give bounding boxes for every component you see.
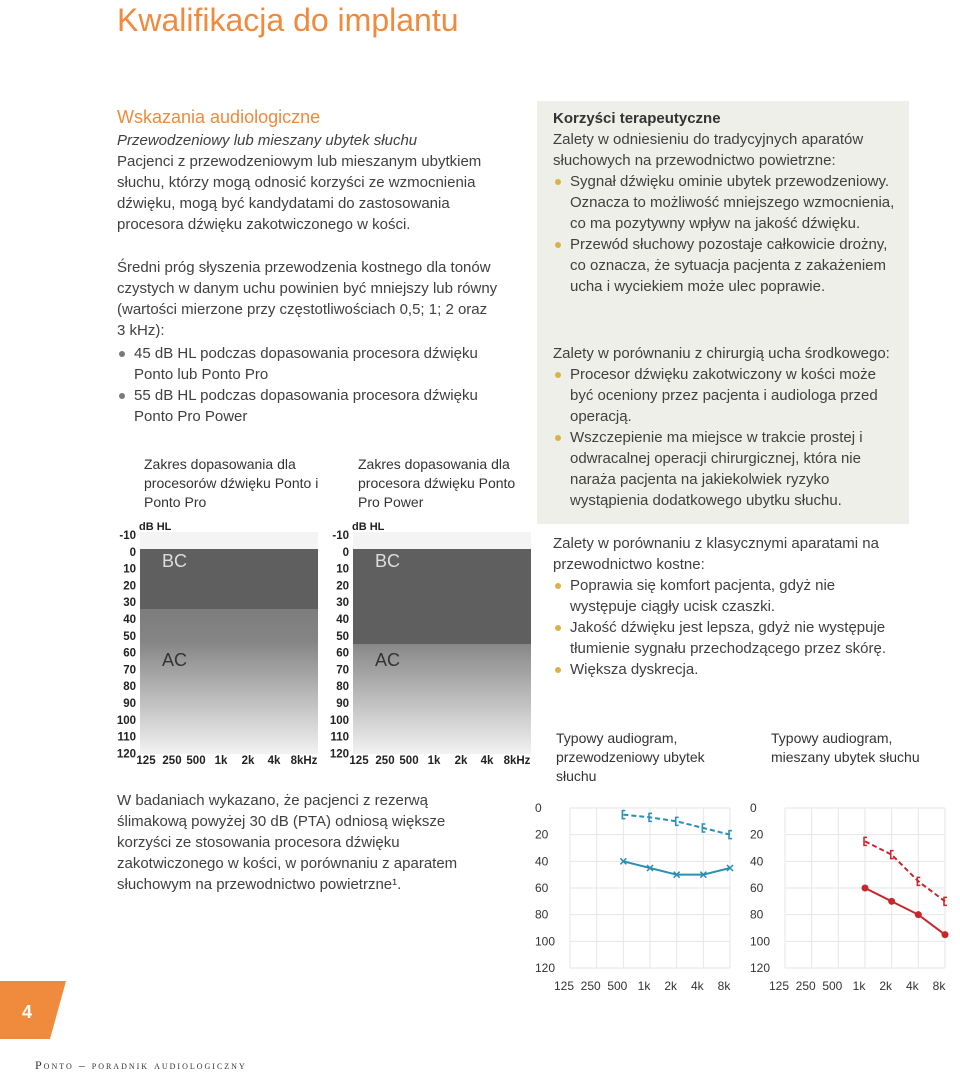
benefits-list-2 bbox=[553, 364, 898, 511]
fitting-range-chart-power bbox=[325, 515, 535, 770]
x-tick-label: 125 bbox=[768, 979, 790, 993]
unit-label: dB HL bbox=[139, 521, 172, 533]
x-axis-ticks bbox=[136, 755, 317, 767]
y-tick-label: 30 bbox=[123, 597, 136, 610]
unit-label: dB HL bbox=[352, 521, 385, 533]
y-tick-label: 80 bbox=[123, 681, 136, 694]
y-tick-label: 60 bbox=[535, 881, 549, 895]
footer-text: Ponto – poradnik audiologiczny bbox=[35, 1058, 247, 1072]
x-tick-label: 250 bbox=[795, 979, 816, 993]
x-axis-ticks bbox=[349, 755, 530, 767]
x-tick-label: 1k bbox=[637, 979, 651, 993]
y-tick-label: 80 bbox=[750, 907, 764, 922]
y-tick-label: 110 bbox=[330, 731, 349, 744]
x-tick-label: 4k bbox=[690, 979, 704, 993]
bc-label: BC bbox=[375, 551, 401, 571]
series-line bbox=[865, 888, 945, 935]
y-tick-label: 110 bbox=[117, 731, 136, 744]
x-tick-label: 1k bbox=[214, 755, 228, 767]
fitting-caption-power: Zakres dopasowania dla procesora dźwięku Ponto Pro Power bbox=[358, 456, 516, 510]
y-tick-label: -10 bbox=[332, 530, 349, 542]
fitting-range-chart-ponto bbox=[112, 515, 322, 770]
y-tick-label: 90 bbox=[123, 698, 136, 710]
x-tick-label: 4k bbox=[267, 755, 281, 767]
x-tick-label: 250 bbox=[580, 979, 601, 993]
bc-label: BC bbox=[162, 551, 188, 571]
y-tick-label: 100 bbox=[535, 934, 556, 949]
data-point bbox=[676, 817, 679, 825]
benefits-intro-2: Zalety w porównaniu z chirurgią ucha środkowego: bbox=[553, 345, 890, 362]
x-tick-label: 4k bbox=[905, 979, 919, 993]
x-tick-label: 2k bbox=[241, 755, 255, 767]
intro-paragraph: Pacjenci z przewodzeniowym lub mieszanym ubytkiem słuchu, którzy mogą odnosić korzyści ze wzmocnienia dźwięku, mogą być kandydatami do zastosowania procesora dźwięku zakotwiczonego w kości. bbox=[117, 153, 482, 233]
ac-label: AC bbox=[375, 650, 401, 670]
page-number: 4 bbox=[22, 1002, 33, 1022]
audiogram-mixed bbox=[745, 790, 955, 1000]
grid bbox=[570, 808, 730, 968]
list-item: Procesor dźwięku zakotwiczony w kości może być oceniony przez pacjenta i audiologa przed operacją. bbox=[553, 364, 898, 427]
y-tick-label: 0 bbox=[750, 801, 757, 815]
x-tick-label: 250 bbox=[162, 755, 182, 767]
x-tick-label: 500 bbox=[399, 755, 419, 767]
y-tick-label: 120 bbox=[750, 961, 771, 975]
y-tick-label: 80 bbox=[336, 681, 349, 694]
list-item: Sygnał dźwięku ominie ubytek przewodzeniowy. Oznacza to możliwość mniejszego wzmocnienia, co ma pozytywny wpływ na jakość dźwięku. bbox=[553, 171, 898, 234]
list-item: Poprawia się komfort pacjenta, gdyż nie występuje ciągły ucisk czaszki. bbox=[553, 575, 898, 617]
y-tick-label: 50 bbox=[336, 630, 349, 643]
y-tick-label: 40 bbox=[123, 614, 136, 626]
y-tick-label: 120 bbox=[535, 961, 556, 975]
x-tick-label: 125 bbox=[349, 755, 369, 767]
ac-label: AC bbox=[162, 650, 188, 670]
audiogram-conductive bbox=[530, 790, 740, 1000]
threshold-paragraph: Średni próg słyszenia przewodzenia kostnego dla tonów czystych w danym uchu powinien być mniejszy lub równy (wartości mierzone przy częstotliwościach 0,5; 1; 2 oraz 3 kHz): bbox=[117, 259, 498, 339]
y-tick-label: 20 bbox=[750, 827, 764, 842]
y-tick-label: -10 bbox=[119, 530, 136, 542]
y-tick-label: 60 bbox=[123, 647, 136, 660]
y-tick-label: 100 bbox=[116, 714, 136, 727]
data-point bbox=[942, 931, 949, 938]
audiogram-title-conductive: Typowy audiogram, przewodzeniowy ubytek słuchu bbox=[556, 730, 705, 784]
list-item: 45 dB HL podczas dopasowania procesora dźwięku Ponto lub Ponto Pro bbox=[117, 343, 499, 385]
x-tick-label: 2k bbox=[664, 979, 678, 993]
x-tick-label: 500 bbox=[607, 979, 628, 993]
y-tick-label: 70 bbox=[336, 664, 349, 677]
y-tick-label: 20 bbox=[123, 580, 136, 593]
y-tick-label: 10 bbox=[336, 563, 349, 576]
fitting-caption-ponto: Zakres dopasowania dla procesorów dźwięku Ponto i Ponto Pro bbox=[144, 456, 319, 510]
y-axis-ticks bbox=[117, 530, 136, 760]
x-tick-label: 1k bbox=[427, 755, 441, 767]
y-tick-label: 100 bbox=[329, 714, 349, 727]
benefits-intro-1: Zalety w odniesieniu do tradycyjnych aparatów słuchowych na przewodnictwo powietrzne: bbox=[553, 131, 864, 169]
y-tick-label: 40 bbox=[535, 854, 549, 869]
benefits-intro-3: Zalety w porównaniu z klasycznymi aparatami na przewodnictwo kostne: bbox=[553, 535, 879, 573]
y-tick-label: 100 bbox=[750, 934, 771, 949]
list-item: Wszczepienie ma miejsce w trakcie prostej i odwracalnej operacji chirurgicznej, która nie naraża pacjenta na jakiekolwiek ryzyko wystąpienia dodatkowego ubytku słuchu. bbox=[553, 427, 898, 511]
x-tick-label: 1k bbox=[852, 979, 866, 993]
list-item: Jakość dźwięku jest lepsza, gdyż nie występuje tłumienie sygnału przechodzącego przez skórę. bbox=[553, 617, 898, 659]
x-tick-label: 500 bbox=[186, 755, 206, 767]
x-tick-label: 500 bbox=[822, 979, 843, 993]
y-tick-label: 40 bbox=[750, 854, 764, 869]
y-tick-label: 90 bbox=[336, 698, 349, 710]
y-tick-label: 0 bbox=[129, 546, 136, 559]
y-tick-label: 120 bbox=[329, 748, 349, 761]
y-tick-label: 20 bbox=[336, 580, 349, 593]
y-tick-label: 40 bbox=[336, 614, 349, 626]
benefits-list-1 bbox=[553, 171, 898, 297]
y-tick-label: 10 bbox=[123, 563, 136, 576]
section-heading: Wskazania audiologiczne bbox=[117, 107, 321, 127]
list-item: 55 dB HL podczas dopasowania procesora dźwięku Ponto Pro Power bbox=[117, 385, 499, 427]
y-axis-ticks bbox=[330, 530, 349, 760]
x-tick-label: 8kHz bbox=[290, 755, 318, 767]
y-tick-label: 70 bbox=[123, 664, 136, 677]
y-tick-label: 0 bbox=[535, 801, 542, 815]
data-point bbox=[862, 885, 869, 892]
threshold-list bbox=[117, 343, 499, 427]
y-tick-label: 120 bbox=[116, 748, 136, 761]
y-tick-label: 30 bbox=[336, 597, 349, 610]
x-tick-label: 8kHz bbox=[503, 755, 531, 767]
x-tick-label: 125 bbox=[553, 979, 575, 993]
y-tick-label: 60 bbox=[336, 647, 349, 660]
benefits-list-3 bbox=[553, 575, 898, 680]
section-subheading: Przewodzeniowy lub mieszany ubytek słuchu bbox=[117, 132, 418, 149]
x-tick-label: 125 bbox=[136, 755, 156, 767]
data-point bbox=[915, 911, 922, 918]
y-tick-label: 80 bbox=[535, 907, 549, 922]
data-point bbox=[888, 898, 895, 905]
x-tick-label: 8k bbox=[932, 979, 946, 993]
x-tick-label: 2k bbox=[879, 979, 893, 993]
study-paragraph: W badaniach wykazano, że pacjenci z rezerwą ślimakową powyżej 30 dB (PTA) odniosą większe korzyści ze stosowania procesora dźwięku zakotwiczonego w kości, w porównaniu z aparatem słuchowym na przewodnictwo powietrzne¹. bbox=[117, 792, 458, 893]
y-tick-label: 60 bbox=[750, 881, 764, 895]
x-tick-label: 4k bbox=[480, 755, 494, 767]
benefits-heading: Korzyści terapeutyczne bbox=[553, 110, 721, 127]
audiogram-title-mixed: Typowy audiogram, mieszany ubytek słuchu bbox=[771, 730, 920, 765]
x-tick-label: 8k bbox=[717, 979, 731, 993]
page-number-badge bbox=[0, 981, 66, 1039]
list-item: Większa dyskrecja. bbox=[553, 659, 898, 680]
x-tick-label: 250 bbox=[375, 755, 395, 767]
x-tick-label: 2k bbox=[454, 755, 468, 767]
series-line bbox=[865, 841, 945, 901]
page-title: Kwalifikacja do implantu bbox=[117, 2, 459, 38]
y-tick-label: 20 bbox=[535, 827, 549, 842]
y-tick-label: 50 bbox=[123, 630, 136, 643]
y-tick-label: 0 bbox=[342, 546, 349, 559]
list-item: Przewód słuchowy pozostaje całkowicie drożny, co oznacza, że sytuacja pacjenta z zakażeniem ucha i wyciekiem może ulec poprawie. bbox=[553, 234, 898, 297]
